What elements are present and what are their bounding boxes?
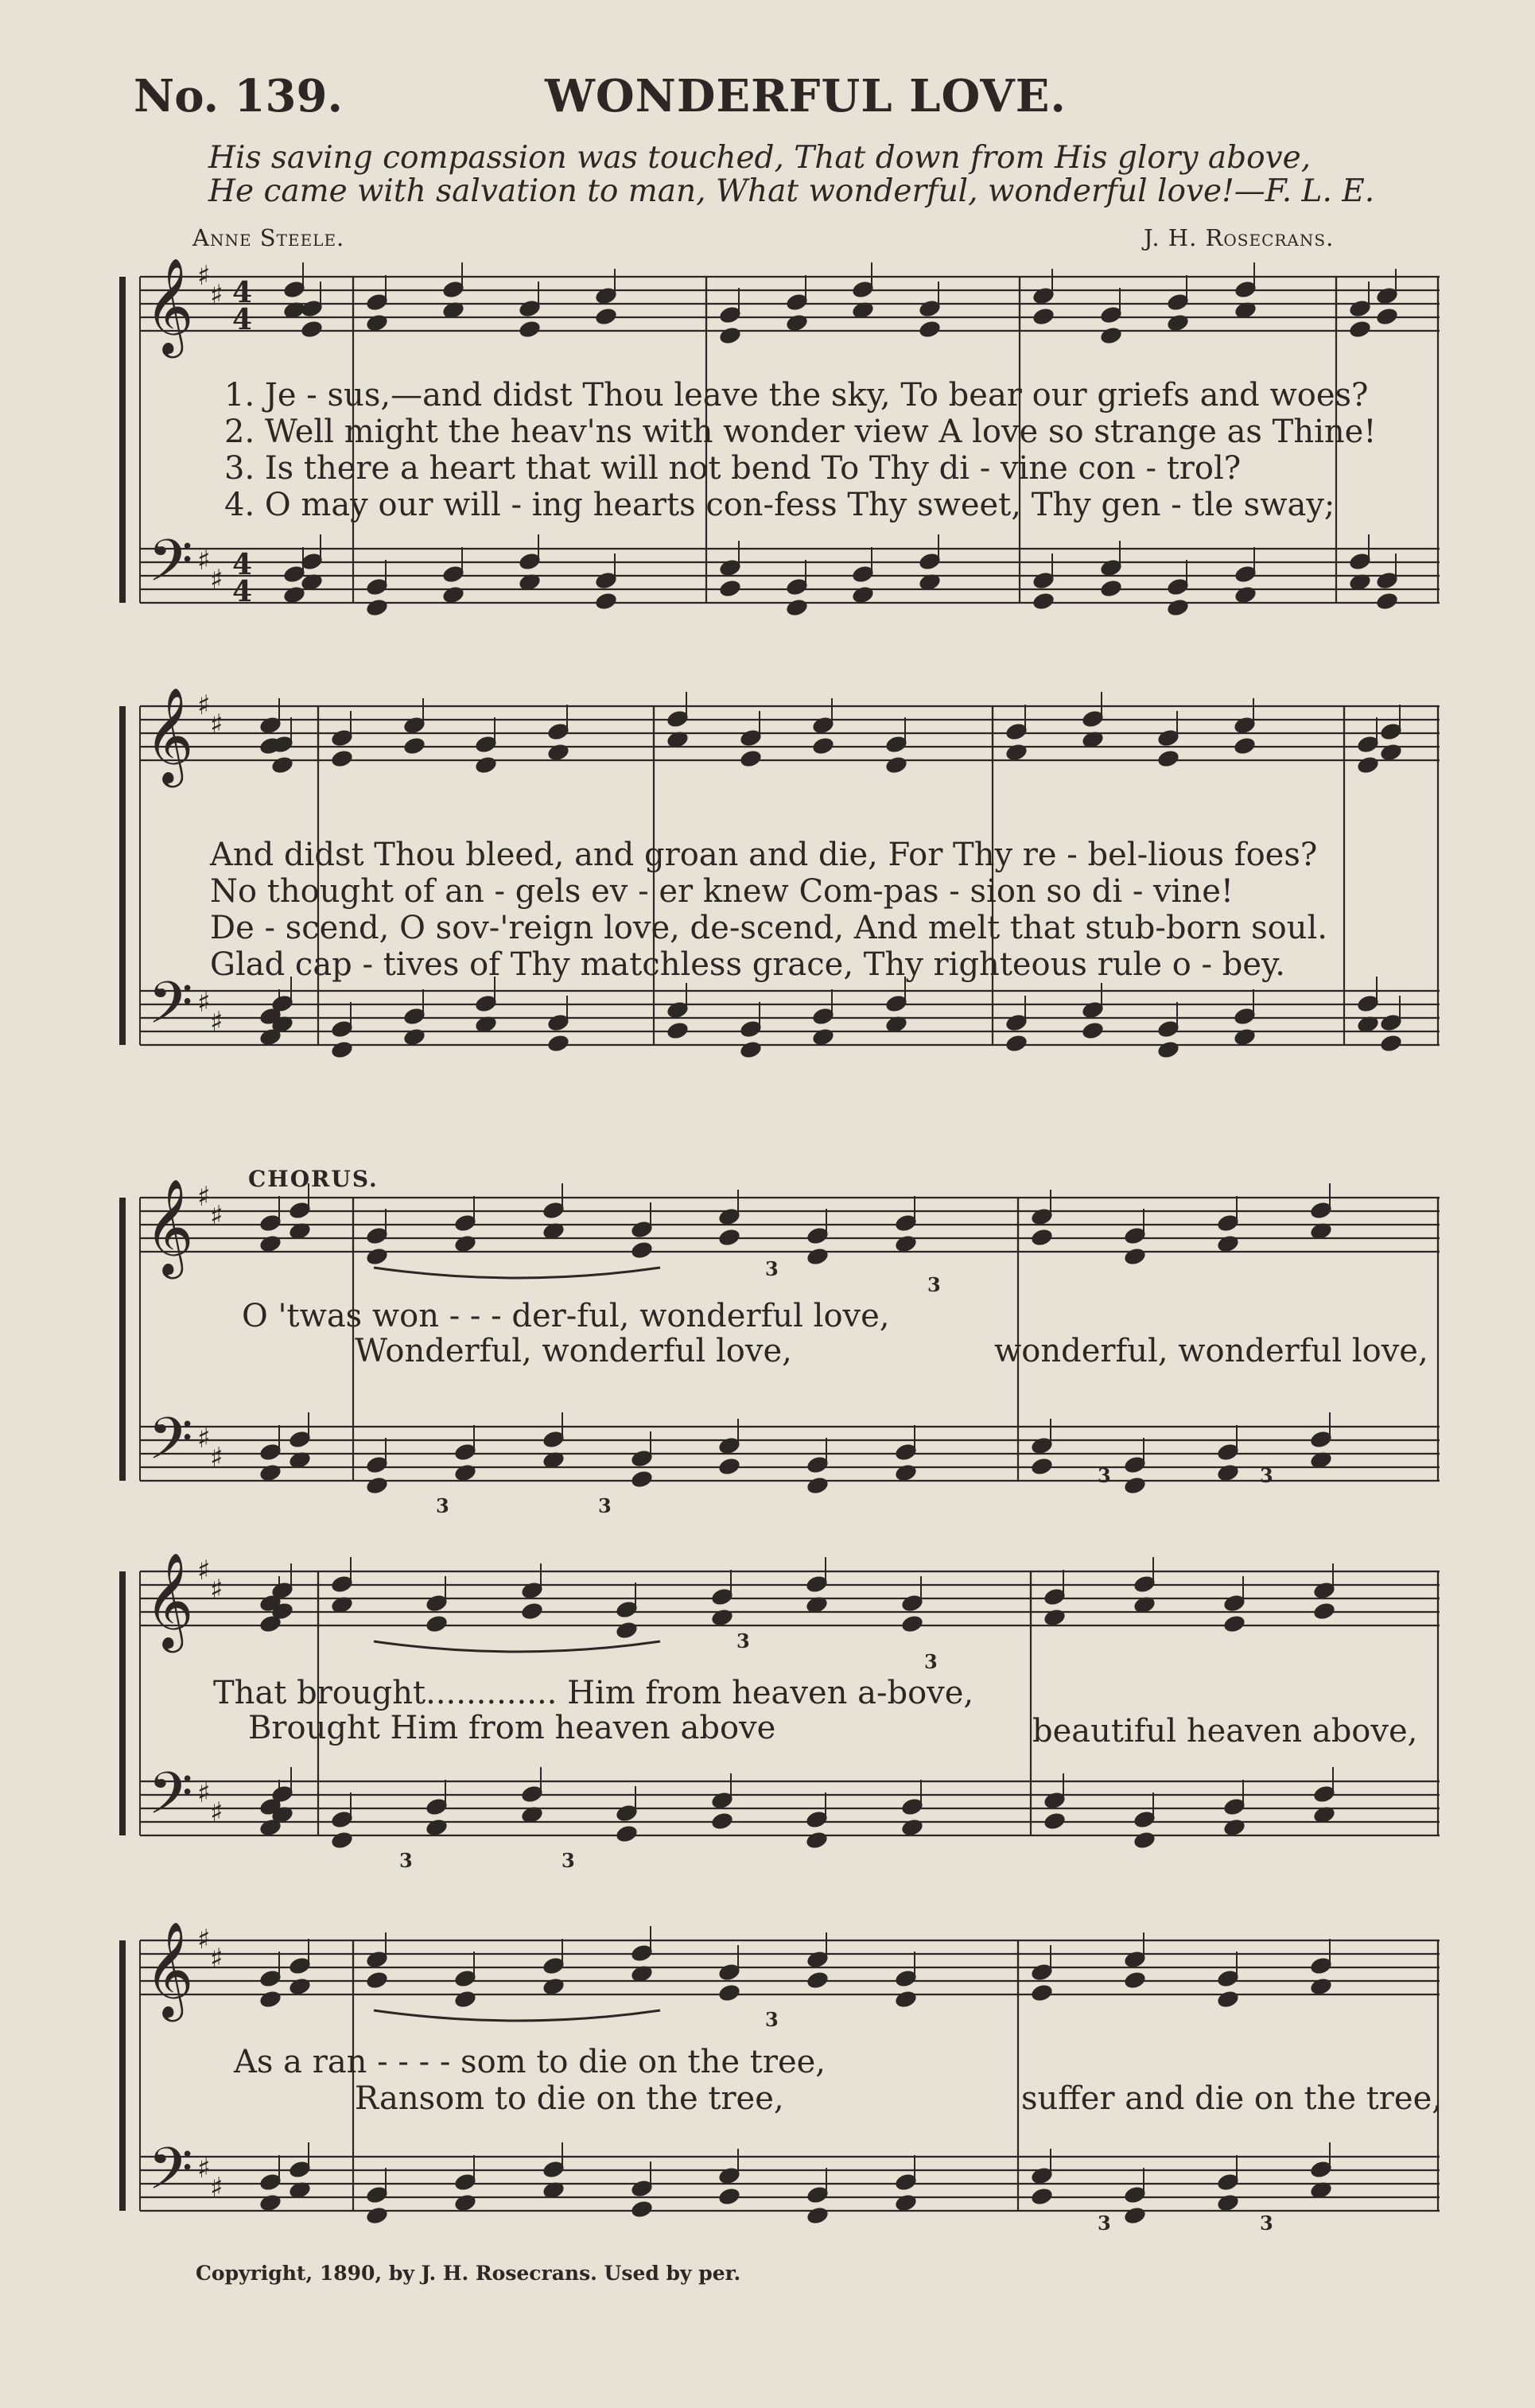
system-brace — [119, 1571, 126, 1835]
treble-note-head — [1099, 325, 1124, 346]
bass-clef-icon: 𝄢 — [148, 1404, 193, 1486]
hymn-number: No. 139. — [134, 70, 343, 122]
sharp-icon: ♯ — [210, 1574, 223, 1606]
lyricist-credit: Anne Steele. — [192, 224, 345, 251]
bass-note-head — [1133, 1830, 1157, 1851]
bass-note-head — [805, 1830, 830, 1851]
system-brace — [119, 706, 126, 1045]
treble-note-head — [300, 319, 324, 340]
bass-note-head — [1005, 1033, 1029, 1054]
treble-note-head — [615, 1620, 639, 1641]
treble-note-head — [1032, 306, 1056, 327]
time-signature-top: 4 — [232, 548, 253, 581]
bass-note-head — [615, 1823, 639, 1844]
bass-clef-icon: 𝄢 — [148, 969, 193, 1051]
bass-note-head — [666, 1020, 690, 1041]
treble-note-head — [594, 306, 619, 327]
treble-note-head — [1312, 1601, 1337, 1622]
bass-note-head — [1043, 1811, 1067, 1831]
bass-note-head — [1166, 597, 1191, 618]
bass-clef-icon: 𝄢 — [148, 526, 193, 608]
composer-credit: J. H. Rosecrans. — [1144, 224, 1335, 251]
bass-note-head — [365, 2205, 390, 2226]
epigraph-line-2: He came with salvation to man, What wonderful, wonderful love!—F. L. E. — [208, 173, 1375, 209]
sharp-icon: ♯ — [197, 260, 211, 292]
bass-note-head — [785, 597, 810, 618]
treble-note-head — [1123, 1246, 1148, 1267]
sharp-icon: ♯ — [197, 1423, 211, 1455]
sharp-icon: ♯ — [210, 1796, 223, 1828]
sharp-icon: ♯ — [210, 1006, 223, 1038]
bass-note-head — [546, 1033, 571, 1054]
bass-note-head — [594, 591, 619, 612]
bass-note-head — [710, 1811, 735, 1831]
treble-note-head — [365, 1970, 390, 1990]
treble-note-head — [718, 325, 743, 346]
treble-note-head — [365, 1246, 390, 1267]
verse-line-1a: 1. Je - sus,—and didst Thou leave the sky, To bear our griefs and woes? — [224, 377, 1369, 414]
tie-arc — [374, 1268, 660, 1278]
bass-note-head — [1030, 1456, 1055, 1477]
triplet-mark: 3 — [562, 1849, 575, 1872]
system-brace — [119, 1940, 126, 2211]
sharp-icon: ♯ — [197, 987, 211, 1019]
sharp-icon: ♯ — [197, 1555, 211, 1587]
triplet-mark: 3 — [1260, 2212, 1273, 2235]
bass-note-head — [630, 1469, 655, 1489]
bass-note-head — [1081, 1020, 1106, 1041]
time-signature-bottom: 4 — [232, 575, 253, 608]
treble-note-head — [900, 1614, 925, 1634]
chorus-line-3-echo-a: Ransom to die on the tree, — [355, 2080, 784, 2117]
triplet-mark: 3 — [399, 1849, 413, 1872]
treble-clef-icon: 𝄞 — [145, 1921, 194, 2018]
triplet-mark: 3 — [1098, 2212, 1111, 2235]
sharp-icon: ♯ — [210, 1442, 223, 1474]
treble-note-head — [1356, 755, 1381, 775]
treble-note-head — [806, 1970, 830, 1990]
bass-note-head — [365, 1475, 390, 1496]
sharp-icon: ♯ — [197, 1924, 211, 1956]
treble-note-head — [630, 1240, 655, 1260]
treble-note-head — [520, 1601, 545, 1622]
verse-line-4a: 4. O may our will - ing hearts con-fess Thy sweet, Thy gen - tle sway; — [224, 487, 1335, 523]
treble-note-head — [1156, 748, 1181, 769]
treble-note-head — [330, 748, 355, 769]
triplet-mark: 3 — [1260, 1464, 1273, 1487]
tie-arc — [374, 1641, 660, 1652]
treble-note-head — [739, 748, 764, 769]
bass-note-head — [806, 2205, 830, 2226]
verse-line-4b: Glad cap - tives of Thy matchless grace, Thy righteous rule o - bey. — [210, 946, 1286, 983]
time-signature-bottom: 4 — [232, 303, 253, 336]
chorus-label: CHORUS. — [248, 1166, 379, 1192]
triplet-mark: 3 — [598, 1494, 612, 1517]
treble-note-head — [1375, 306, 1400, 327]
treble-clef-icon: 𝄞 — [145, 257, 194, 354]
bass-note-head — [365, 597, 390, 618]
treble-note-head — [918, 319, 942, 340]
bass-note-head — [1379, 1033, 1404, 1054]
treble-note-head — [717, 1983, 742, 2003]
verse-line-2a: 2. Well might the heav'ns with wonder view A love so strange as Thine! — [224, 414, 1377, 450]
chorus-line-1-lead: O 'twas won - - - der-ful, wonderful love, — [242, 1298, 890, 1334]
treble-note-head — [1030, 1227, 1055, 1248]
bass-note-head — [1123, 1475, 1148, 1496]
treble-note-head — [884, 755, 909, 775]
treble-clef-icon: 𝄞 — [145, 686, 194, 783]
bass-note-head — [1032, 591, 1056, 612]
treble-note-head — [1216, 1989, 1241, 2010]
triplet-mark: 3 — [765, 2008, 779, 2031]
hymn-title: WONDERFUL LOVE. — [545, 70, 1067, 122]
treble-note-head — [518, 319, 542, 340]
treble-note-head — [453, 1989, 478, 2010]
bass-note-head — [1375, 591, 1400, 612]
triplet-mark: 3 — [436, 1494, 449, 1517]
bass-note-head — [806, 1475, 830, 1496]
chorus-line-2-lead: That brought............. Him from heaven a-bove, — [213, 1675, 974, 1711]
sharp-icon: ♯ — [210, 564, 223, 596]
sharp-icon: ♯ — [210, 1943, 223, 1975]
bass-note-head — [330, 1039, 355, 1060]
sharp-icon: ♯ — [197, 545, 211, 577]
treble-note-head — [806, 1246, 830, 1267]
treble-note-head — [1348, 319, 1373, 340]
bass-clef-icon: 𝄢 — [148, 2134, 193, 2216]
bass-note-head — [1156, 1039, 1181, 1060]
treble-note-head — [402, 736, 427, 756]
verse-line-3b: De - scend, O sov-'reign love, de-scend, And melt that stub-born soul. — [210, 910, 1328, 946]
verse-line-1b: And didst Thou bleed, and groan and die, For Thy re - bel-lious foes? — [210, 837, 1318, 873]
triplet-mark: 3 — [1098, 1464, 1111, 1487]
bass-note-head — [1123, 2205, 1148, 2226]
triplet-mark: 3 — [924, 1650, 938, 1673]
treble-note-head — [474, 755, 499, 775]
treble-note-head — [1030, 1983, 1055, 2003]
treble-note-head — [258, 1989, 283, 2010]
bass-note-head — [330, 1830, 355, 1851]
treble-note-head — [894, 1989, 919, 2010]
treble-note-head — [1222, 1614, 1247, 1634]
chorus-line-1-echo-b: wonderful, wonderful love, — [994, 1333, 1428, 1369]
bass-note-head — [718, 578, 743, 599]
treble-note-head — [425, 1614, 449, 1634]
bass-note-head — [1099, 578, 1124, 599]
chorus-line-2-echo-b: beautiful heaven above, — [1032, 1713, 1418, 1750]
bass-clef-icon: 𝄢 — [148, 1759, 193, 1841]
treble-note-head — [811, 736, 836, 756]
chorus-line-2-echo-a: Brought Him from heaven above — [248, 1710, 776, 1746]
sharp-icon: ♯ — [197, 1777, 211, 1809]
triplet-mark: 3 — [927, 1273, 941, 1296]
triplet-mark: 3 — [736, 1629, 750, 1653]
treble-clef-icon: 𝄞 — [145, 1178, 194, 1275]
system-brace — [119, 1198, 126, 1481]
sharp-icon: ♯ — [210, 2172, 223, 2204]
tie-arc — [374, 2010, 660, 2021]
time-signature-top: 4 — [232, 276, 253, 309]
bass-note-head — [1030, 2186, 1055, 2207]
triplet-mark: 3 — [765, 1257, 779, 1280]
treble-note-head — [270, 755, 295, 775]
copyright-notice: Copyright, 1890, by J. H. Rosecrans. Used by per. — [196, 2262, 741, 2285]
sharp-icon: ♯ — [210, 709, 223, 740]
chorus-line-3-echo-b: suffer and die on the tree, — [1021, 2080, 1442, 2117]
system-brace — [119, 277, 126, 603]
bass-note-head — [717, 2186, 742, 2207]
bass-note-head — [630, 2199, 655, 2220]
sharp-icon: ♯ — [210, 279, 223, 311]
sharp-icon: ♯ — [197, 689, 211, 721]
bass-note-head — [717, 1456, 742, 1477]
bass-note-head — [739, 1039, 764, 1060]
treble-note-head — [1123, 1970, 1148, 1990]
epigraph-line-1: His saving compassion was touched, That down from His glory above, — [208, 140, 1312, 176]
verse-line-3a: 3. Is there a heart that will not bend To Thy di - vine con - trol? — [224, 450, 1242, 487]
treble-note-head — [717, 1227, 742, 1248]
chorus-line-3-lead: As a ran - - - - som to die on the tree, — [234, 2044, 826, 2080]
sharp-icon: ♯ — [210, 1200, 223, 1232]
chorus-line-1-echo-a: Wonderful, wonderful love, — [355, 1333, 792, 1369]
sharp-icon: ♯ — [197, 1181, 211, 1213]
treble-clef-icon: 𝄞 — [145, 1552, 194, 1649]
sharp-icon: ♯ — [197, 2153, 211, 2185]
verse-line-2b: No thought of an - gels ev - er knew Com-pas - sion so di - vine! — [210, 873, 1234, 910]
treble-note-head — [1233, 736, 1257, 756]
